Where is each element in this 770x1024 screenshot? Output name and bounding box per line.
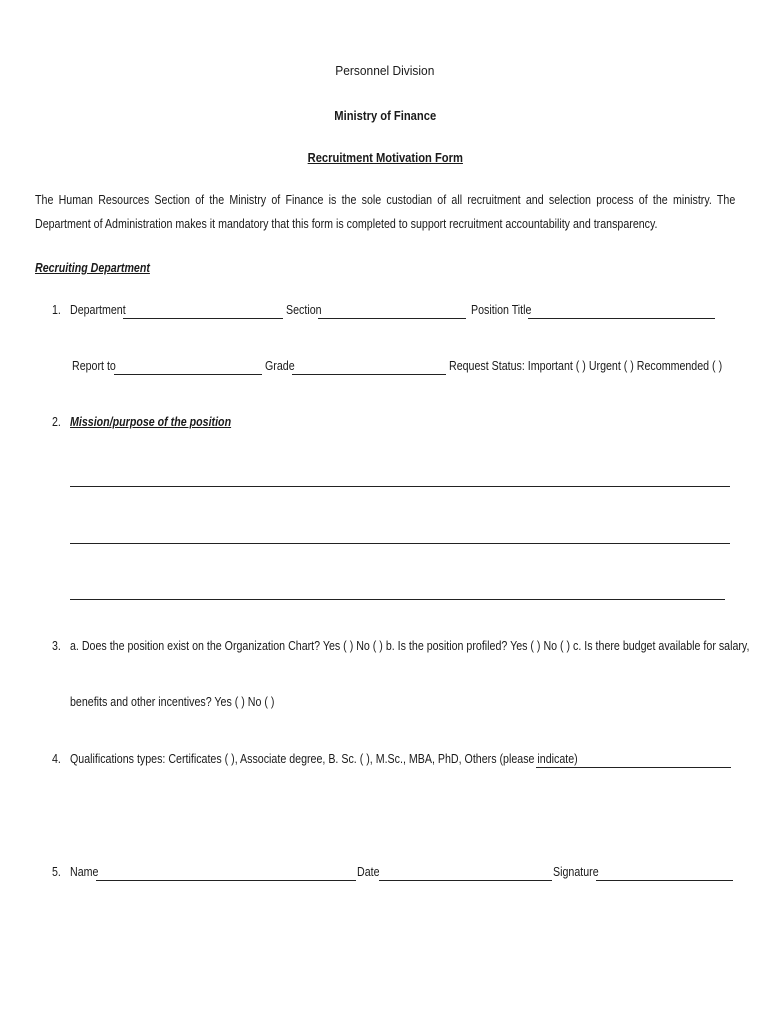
item-number-5: 5. xyxy=(52,864,61,879)
position-title-field[interactable] xyxy=(528,318,715,319)
form-name: Recruitment Motivation Form xyxy=(307,150,463,165)
request-status[interactable]: Request Status: Important ( ) Urgent ( ) Recommended ( ) xyxy=(449,358,723,373)
report-to-label: Report to xyxy=(72,358,116,373)
department-field[interactable] xyxy=(123,318,283,319)
ministry-name: Ministry of Finance xyxy=(334,108,436,123)
qualifications-text: Qualifications types: Certificates ( ), Associate degree, B. Sc. ( ), M.Sc., MBA, PhD, Others (please indicate) xyxy=(70,751,578,766)
item-number-2: 2. xyxy=(52,414,61,429)
section-field[interactable] xyxy=(318,318,466,319)
position-title-label: Position Title xyxy=(471,302,532,317)
item-number-3: 3. xyxy=(52,638,61,653)
department-label: Department xyxy=(70,302,126,317)
signature-field[interactable] xyxy=(596,880,733,881)
intro-paragraph: The Human Resources Section of the Ministry of Finance is the sole custodian of all recruitment and selection process of the ministry. The Department of Administration makes it mandatory that this form is completed to support recruitment accountability and transparency. xyxy=(35,192,736,231)
position-questions-line-2[interactable]: benefits and other incentives? Yes ( ) No ( ) xyxy=(70,694,275,709)
section-heading: Recruiting Department xyxy=(35,260,150,275)
grade-field[interactable] xyxy=(292,374,446,375)
date-label: Date xyxy=(357,864,380,879)
qualifications-other-field[interactable] xyxy=(536,767,731,768)
date-field[interactable] xyxy=(379,880,552,881)
item-number-1: 1. xyxy=(52,302,61,317)
mission-heading: Mission/purpose of the position xyxy=(70,414,232,429)
page-title: Personnel Division xyxy=(335,63,435,78)
position-questions-line-1[interactable]: a. Does the position exist on the Organization Chart? Yes ( ) No ( ) b. Is the position profiled? Yes ( ) No ( ) c. Is there budget available for salary, xyxy=(70,638,750,653)
name-field[interactable] xyxy=(96,880,356,881)
report-to-field[interactable] xyxy=(114,374,262,375)
mission-line-2[interactable] xyxy=(70,543,730,544)
grade-label: Grade xyxy=(265,358,295,373)
mission-line-3[interactable] xyxy=(70,599,725,600)
item-number-4: 4. xyxy=(52,751,61,766)
section-label: Section xyxy=(286,302,322,317)
signature-label: Signature xyxy=(553,864,599,879)
name-label: Name xyxy=(70,864,99,879)
mission-line-1[interactable] xyxy=(70,486,730,487)
